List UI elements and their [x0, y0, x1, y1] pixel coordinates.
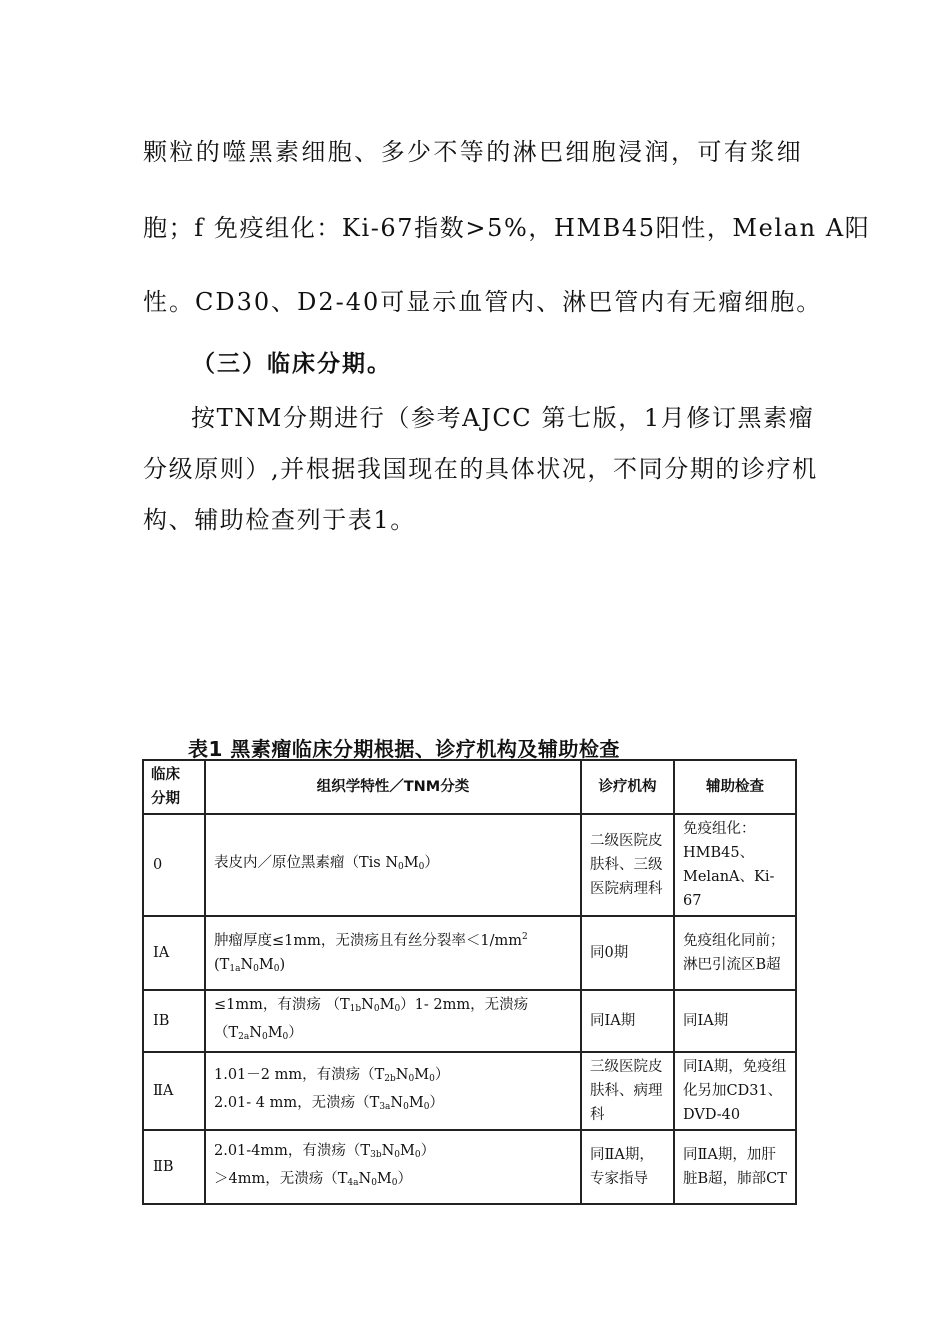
header-exam: 辅助检查 [674, 760, 796, 814]
histology-cell: 1.01－2 mm，有溃疡$(T_{2b}N_0M_0)$ 2.01- 4 mm，无溃疡$(T_{3a}N_0M_0)$ [205, 1052, 581, 1130]
staging-table [142, 759, 797, 1205]
stage-cell: IA [143, 916, 205, 990]
stage-cell: ⅡA [143, 1052, 205, 1130]
section-heading: （三）临床分期。 [192, 351, 392, 377]
header-stage: 临床 分期 [143, 760, 205, 814]
exam-cell: 免疫组化：HMB45、MelanA、Ki-67 [674, 814, 796, 916]
header-institution: 诊疗机构 [581, 760, 674, 814]
body-text-line: 胞；f 免疫组化：Ki-67指数>5%，HMB45阳性，Melan A阳 [143, 214, 871, 242]
table-caption: 表1 黑素瘤临床分期根据、诊疗机构及辅助检查 [188, 737, 620, 761]
exam-cell: 免疫组化同前；淋巴引流区B超 [674, 916, 796, 990]
institution-cell: 二级医院皮肤科、三级医院病理科 [581, 814, 674, 916]
body-text-line: 性。CD30、D2-40可显示血管内、淋巴管内有无瘤细胞。 [143, 288, 823, 316]
histology-cell: 肿瘤厚度≤1mm，无溃疡且有丝分裂率$<1/mm^2$ $(T_{1a}N_0M_0)$ [205, 916, 581, 990]
stage-cell: IB [143, 990, 205, 1052]
exam-cell: 同IA期，免疫组化另加CD31、DVD-40 [674, 1052, 796, 1130]
body-paragraph [143, 393, 823, 546]
institution-cell: 同ⅡA期，专家指导 [581, 1130, 674, 1204]
body-text-line: 颗粒的噬黑素细胞、多少不等的淋巴细胞浸润，可有浆细 [143, 138, 803, 166]
histology-cell: 表皮内／原位黑素瘤（Tis $N_0M_0$） [205, 814, 581, 916]
table-row [143, 814, 796, 916]
stage-cell: ⅡB [143, 1130, 205, 1204]
institution-cell: 同0期 [581, 916, 674, 990]
table-row [143, 1052, 796, 1130]
table-row [143, 990, 796, 1052]
stage-cell: 0 [143, 814, 205, 916]
histology-cell: 2.01-4mm，有溃疡$(T_{3b}N_0M_0)$ ＞4mm，无溃疡$(T_{4a}N_0M_0)$ [205, 1130, 581, 1204]
exam-cell: 同ⅡA期，加肝脏B超，肺部CT [674, 1130, 796, 1204]
table-row [143, 1130, 796, 1204]
header-histology: 组织学特性／TNM分类 [205, 760, 581, 814]
table-row [143, 916, 796, 990]
histology-cell: ≤1mm，有溃疡 $(T_{1b}N_0M_0)1-$ 2mm，无溃疡 $(T_{2a}N_0M_0)$ [205, 990, 581, 1052]
table-header-row [143, 760, 796, 814]
exam-cell: 同IA期 [674, 990, 796, 1052]
institution-cell: 三级医院皮肤科、病理科 [581, 1052, 674, 1130]
institution-cell: 同IA期 [581, 990, 674, 1052]
body-paragraph-text: 按TNM分期进行（参考AJCC 第七版，1月修订黑素瘤分级原则）,并根据我国现在的具体状况，不同分期的诊疗机构、辅助检查列于表1。 [143, 404, 818, 534]
